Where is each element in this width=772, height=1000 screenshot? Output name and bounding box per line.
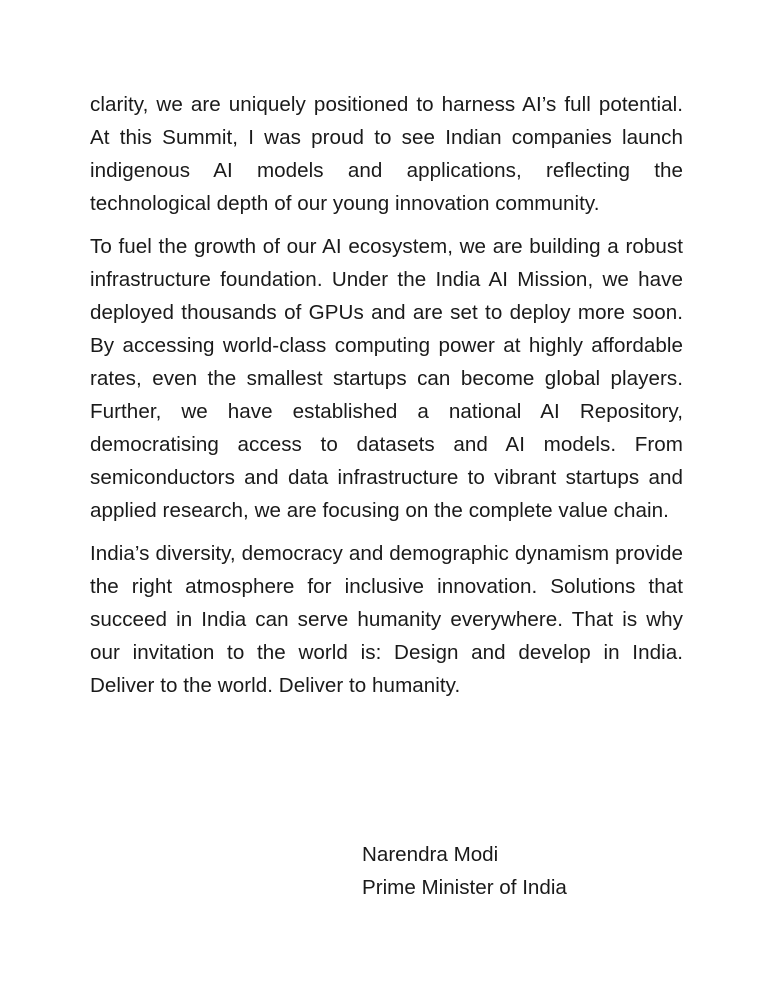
signatory-name: Narendra Modi [362, 843, 499, 866]
paragraph-3: India’s diversity, democracy and demographic dynamism provide the right atmosphere for inclusive innovation. Solutions that succeed in India can serve humanity everywhere. That is why our invitation to the world is: Design and develop in India. Deliver to the world. Deliver to humanity. [90, 542, 683, 697]
paragraph-1: clarity, we are uniquely positioned to harness AI’s full potential. At this Summit, I was proud to see Indian companies launch indigenous AI models and applications, reflecting the technological depth of our young innovation community. [90, 93, 683, 215]
signatory-title: Prime Minister of India [362, 876, 567, 899]
letter-body [90, 88, 683, 712]
signature-block [362, 838, 567, 904]
paragraph-2: To fuel the growth of our AI ecosystem, we are building a robust infrastructure foundation. Under the India AI Mission, we have deployed thousands of GPUs and are set to deploy more soon. By accessing world-class computing power at highly affordable rates, even the smallest startups can become global players. Further, we have established a national AI Repository, democratising access to datasets and AI models. From semiconductors and data infrastructure to vibrant startups and applied research, we are focusing on the complete value chain. [90, 235, 683, 522]
